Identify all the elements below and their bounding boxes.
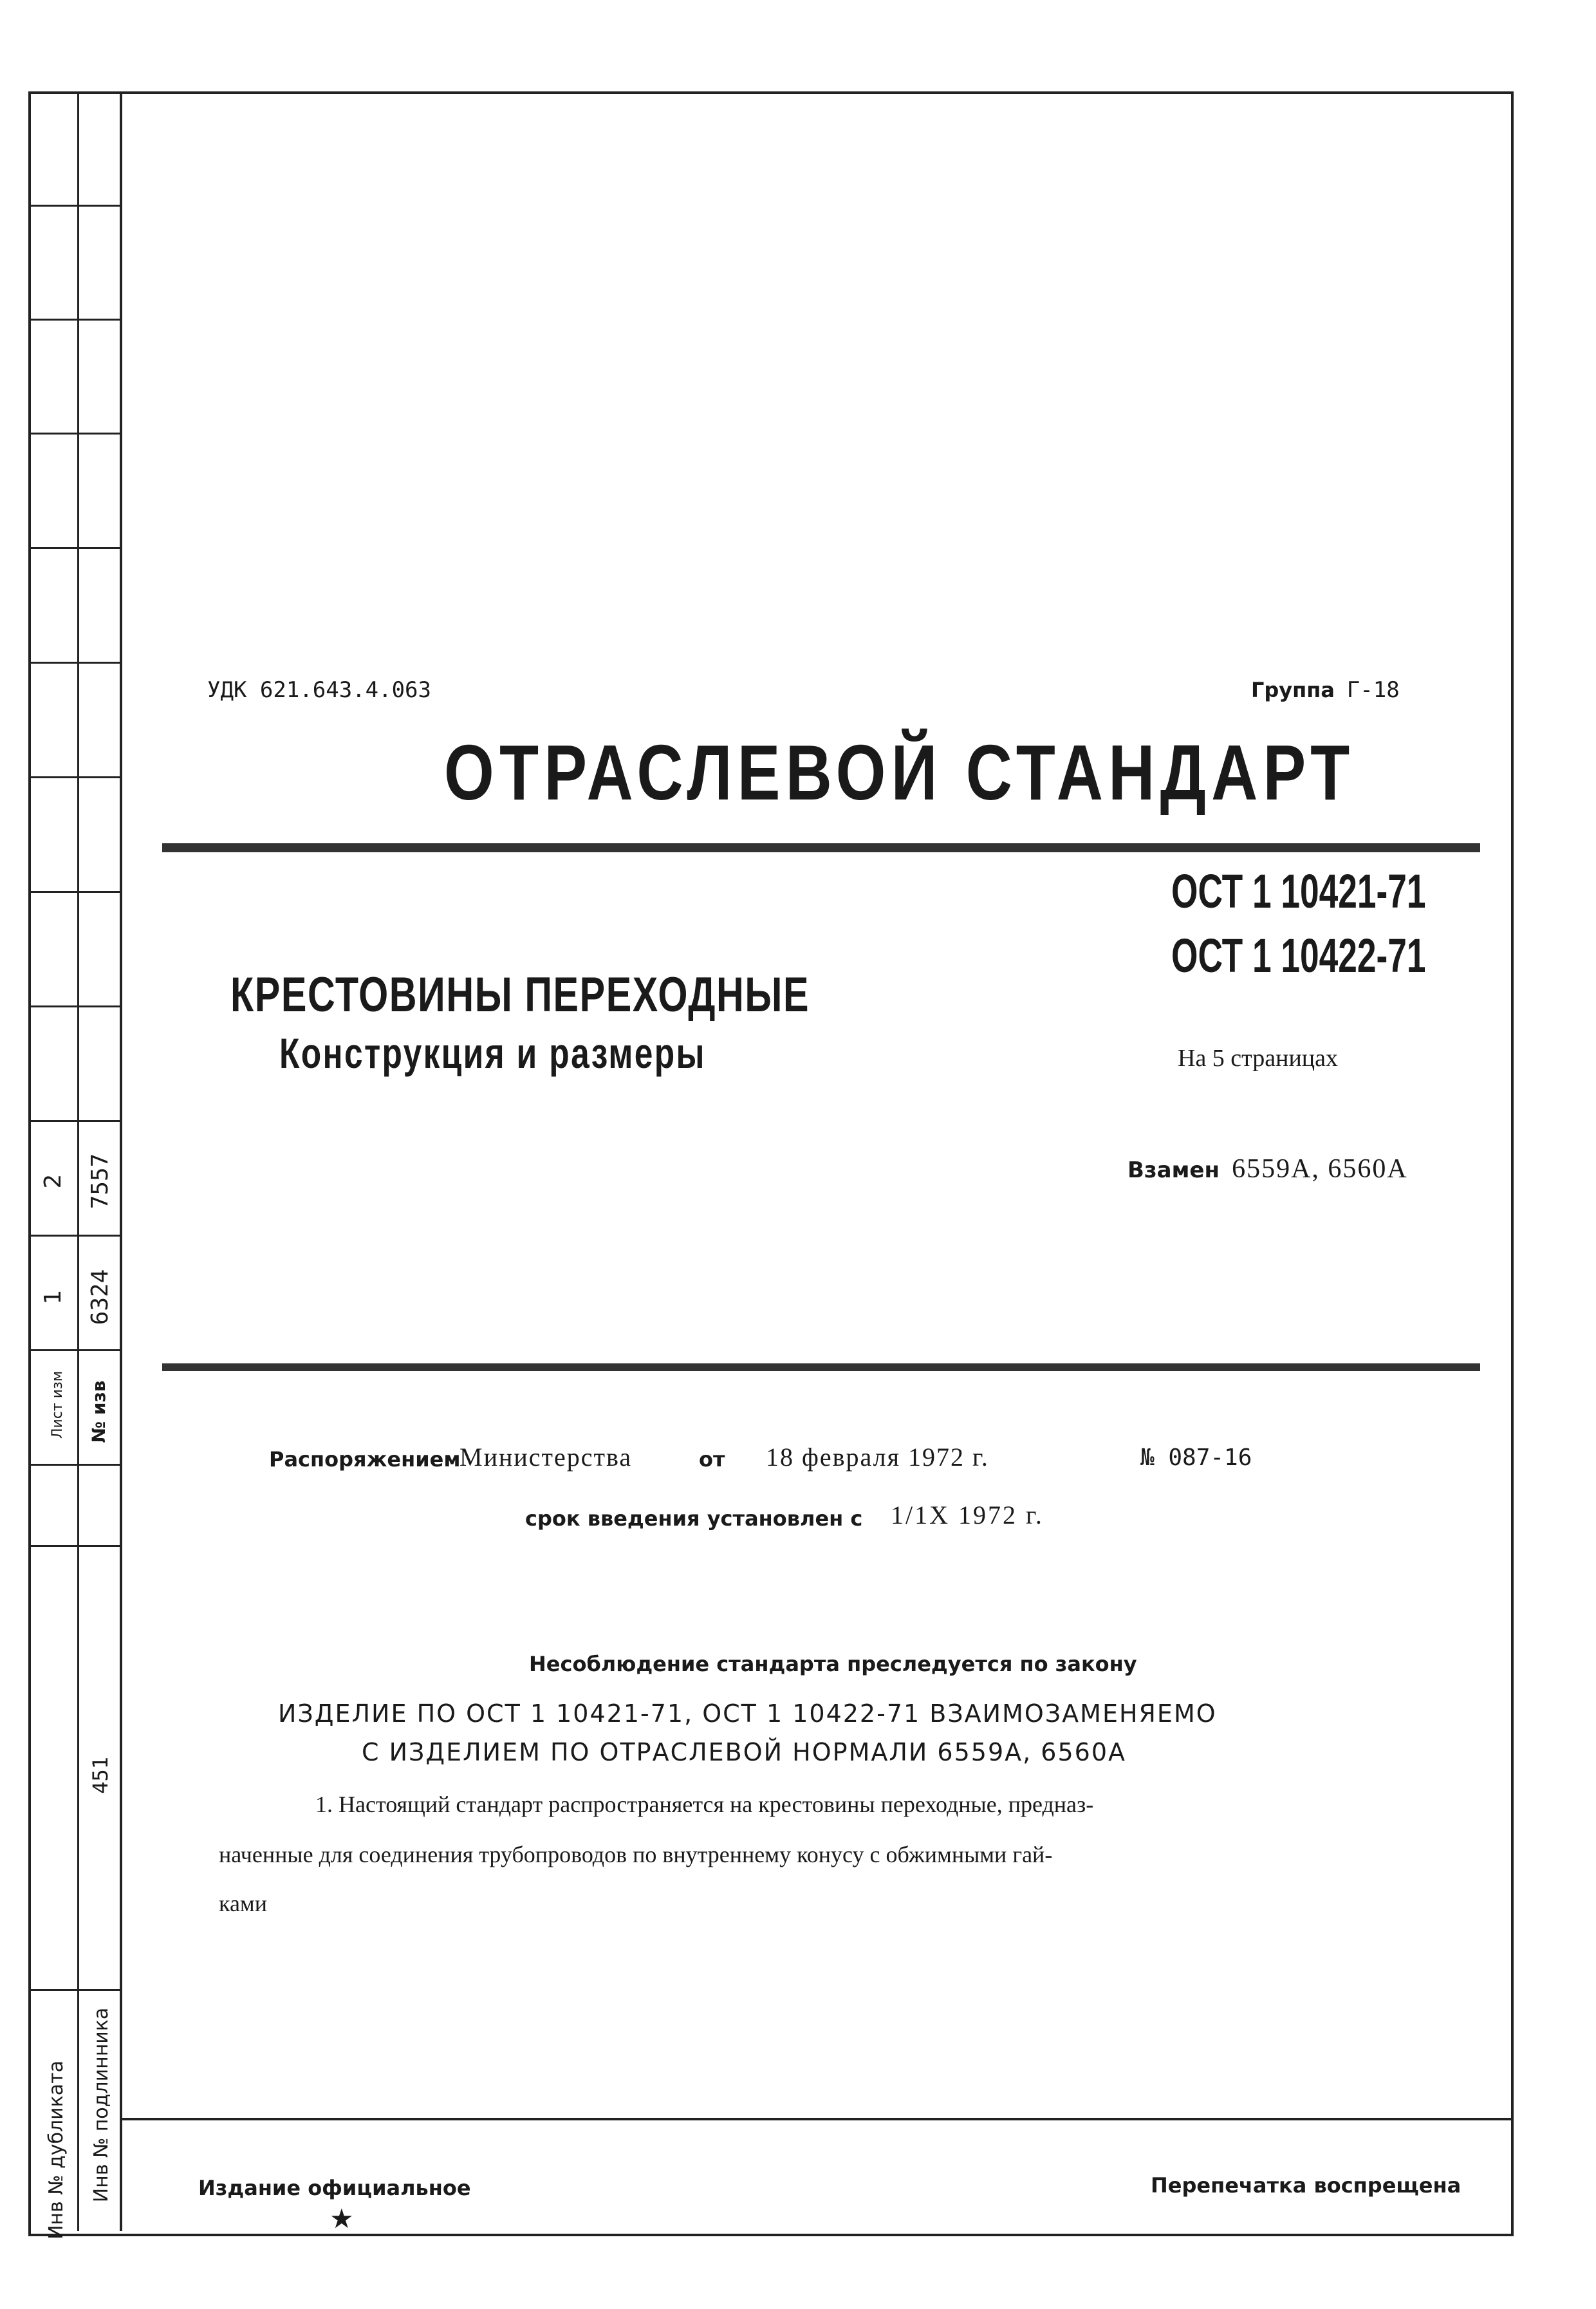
legal-warning: Несоблюдение стандарта преследуется по закону — [529, 1652, 1137, 1676]
standard-code-2: ОСТ 1 10422-71 — [1171, 929, 1426, 982]
margin-label-notice-no: № изв — [88, 1380, 109, 1443]
margin-notice-7557: 7557 — [87, 1153, 113, 1210]
margin-label-sheet-change: Лист изм — [50, 1370, 66, 1439]
footer-rule — [120, 2118, 1511, 2120]
interchange-line-1: ИЗДЕЛИЕ ПО ОСТ 1 10421-71, ОСТ 1 10422-71 ВЗАИМОЗАМЕНЯЕМО — [278, 1699, 1217, 1728]
subject-title: КРЕСТОВИНЫ ПЕРЕХОДНЫЕ — [230, 968, 810, 1022]
subject-subtitle: Конструкция и размеры — [279, 1029, 706, 1077]
body-line-1: 1. Настоящий стандарт распространяется на крестовины переходные, предназ- — [315, 1791, 1094, 1817]
order-from-label: от — [699, 1447, 725, 1472]
order-number: № 087-16 — [1140, 1444, 1252, 1471]
effective-date: 1/1X 1972 г. — [891, 1500, 1044, 1529]
replaces-line — [1127, 1154, 1408, 1184]
star-icon: ★ — [329, 2203, 354, 2234]
order-date: 18 февраля 1972 г. — [766, 1443, 989, 1472]
effective-label: срок введения установлен с — [525, 1506, 863, 1531]
group-label — [1251, 677, 1400, 703]
group-label-text: Группа — [1251, 678, 1335, 702]
document-title: ОТРАСЛЕВОЙ СТАНДАРТ — [444, 729, 1355, 816]
margin-label-original-inv: Инв № подлинника — [90, 2007, 113, 2203]
margin-notice-6324: 6324 — [87, 1269, 113, 1325]
body-line-2: наченные для соединения трубопроводов по внутреннему конусу с обжимными гай- — [219, 1842, 1053, 1867]
footer-reprint-prohibited: Перепечатка воспрещена — [1151, 2173, 1461, 2198]
margin-inv-451: 451 — [88, 1757, 113, 1794]
replaces-value: 6559А, 6560А — [1232, 1154, 1408, 1184]
pages-note: На 5 страницах — [1178, 1045, 1338, 1072]
standard-code-1: ОСТ 1 10421-71 — [1171, 865, 1426, 918]
order-label: Распоряжением — [269, 1447, 461, 1472]
udk-code: УДК 621.643.4.063 — [207, 677, 431, 703]
section-rule — [162, 1363, 1480, 1371]
body-line-3: ками — [219, 1891, 267, 1916]
footer-official-edition: Издание официальное — [198, 2176, 471, 2200]
title-rule — [162, 843, 1480, 852]
margin-divider-1 — [77, 91, 79, 2231]
group-value: Г-18 — [1346, 677, 1400, 703]
margin-sheet-1: 1 — [40, 1289, 66, 1305]
replaces-label: Взамен — [1127, 1157, 1220, 1183]
interchange-line-2: С ИЗДЕЛИЕМ ПО ОТРАСЛЕВОЙ НОРМАЛИ 6559А, 6560А — [362, 1738, 1126, 1766]
margin-divider-2 — [120, 91, 122, 2231]
margin-sheet-2: 2 — [40, 1173, 66, 1189]
order-issuer: Министерства — [459, 1443, 633, 1472]
margin-label-duplicate-inv: Инв № дубликата — [45, 2060, 68, 2240]
